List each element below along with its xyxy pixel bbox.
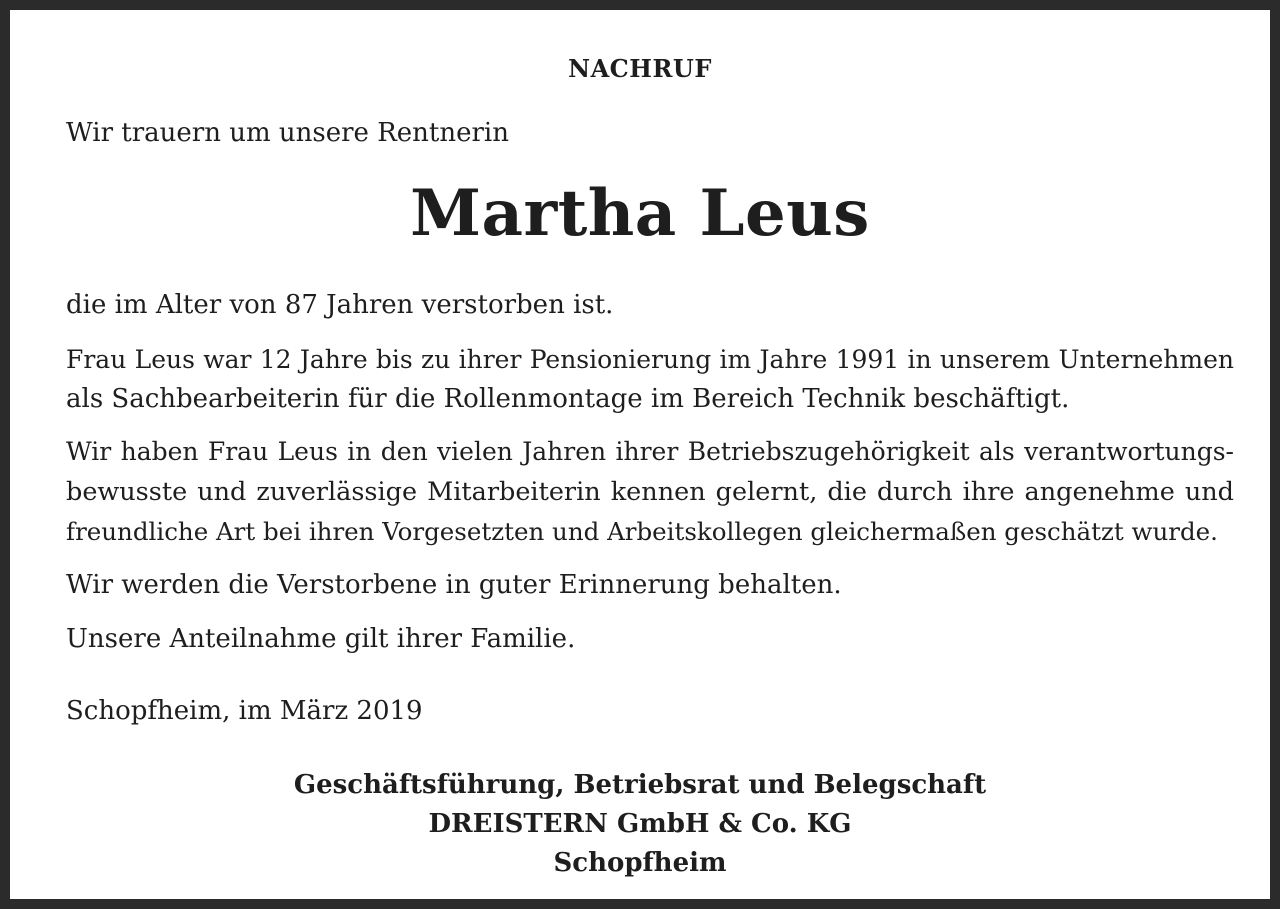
age-line: die im Alter von 87 Jahren verstorben ist.: [66, 290, 614, 320]
place-date: Schopfheim, im März 2019: [66, 696, 423, 726]
condolence-line: Unsere Anteilnahme gilt ihrer Familie.: [66, 624, 576, 654]
notice-heading: NACHRUF: [568, 54, 712, 83]
remembrance-line: Wir werden die Verstorbene in guter Erinnerung behalten.: [66, 570, 842, 600]
paragraph-line: freundliche Art bei ihren Vorgesetzten und Arbeitskollegen gleichermaßen geschätzt wurde.: [66, 517, 1218, 546]
company-name: DREISTERN GmbH & Co. KG: [428, 809, 852, 839]
deceased-name: Martha Leus: [410, 176, 870, 251]
paragraph-line: bewusste und zuverlässige Mitarbeiterin kennen gelernt, die durch ihre angenehme und: [66, 477, 1234, 507]
intro-line: Wir trauern um unsere Rentnerin: [66, 118, 509, 148]
paragraph-line: Wir haben Frau Leus in den vielen Jahren ihrer Betriebszugehörigkeit als verantwortungs-: [66, 437, 1234, 466]
company-location: Schopfheim: [553, 848, 727, 878]
paragraph-line: Frau Leus war 12 Jahre bis zu ihrer Pensionierung im Jahre 1991 in unserem Unternehmen: [66, 345, 1234, 374]
paragraph-line: als Sachbearbeiterin für die Rollenmontage im Bereich Technik beschäftigt.: [66, 384, 1070, 414]
signature-line: Geschäftsführung, Betriebsrat und Belegschaft: [293, 770, 987, 800]
